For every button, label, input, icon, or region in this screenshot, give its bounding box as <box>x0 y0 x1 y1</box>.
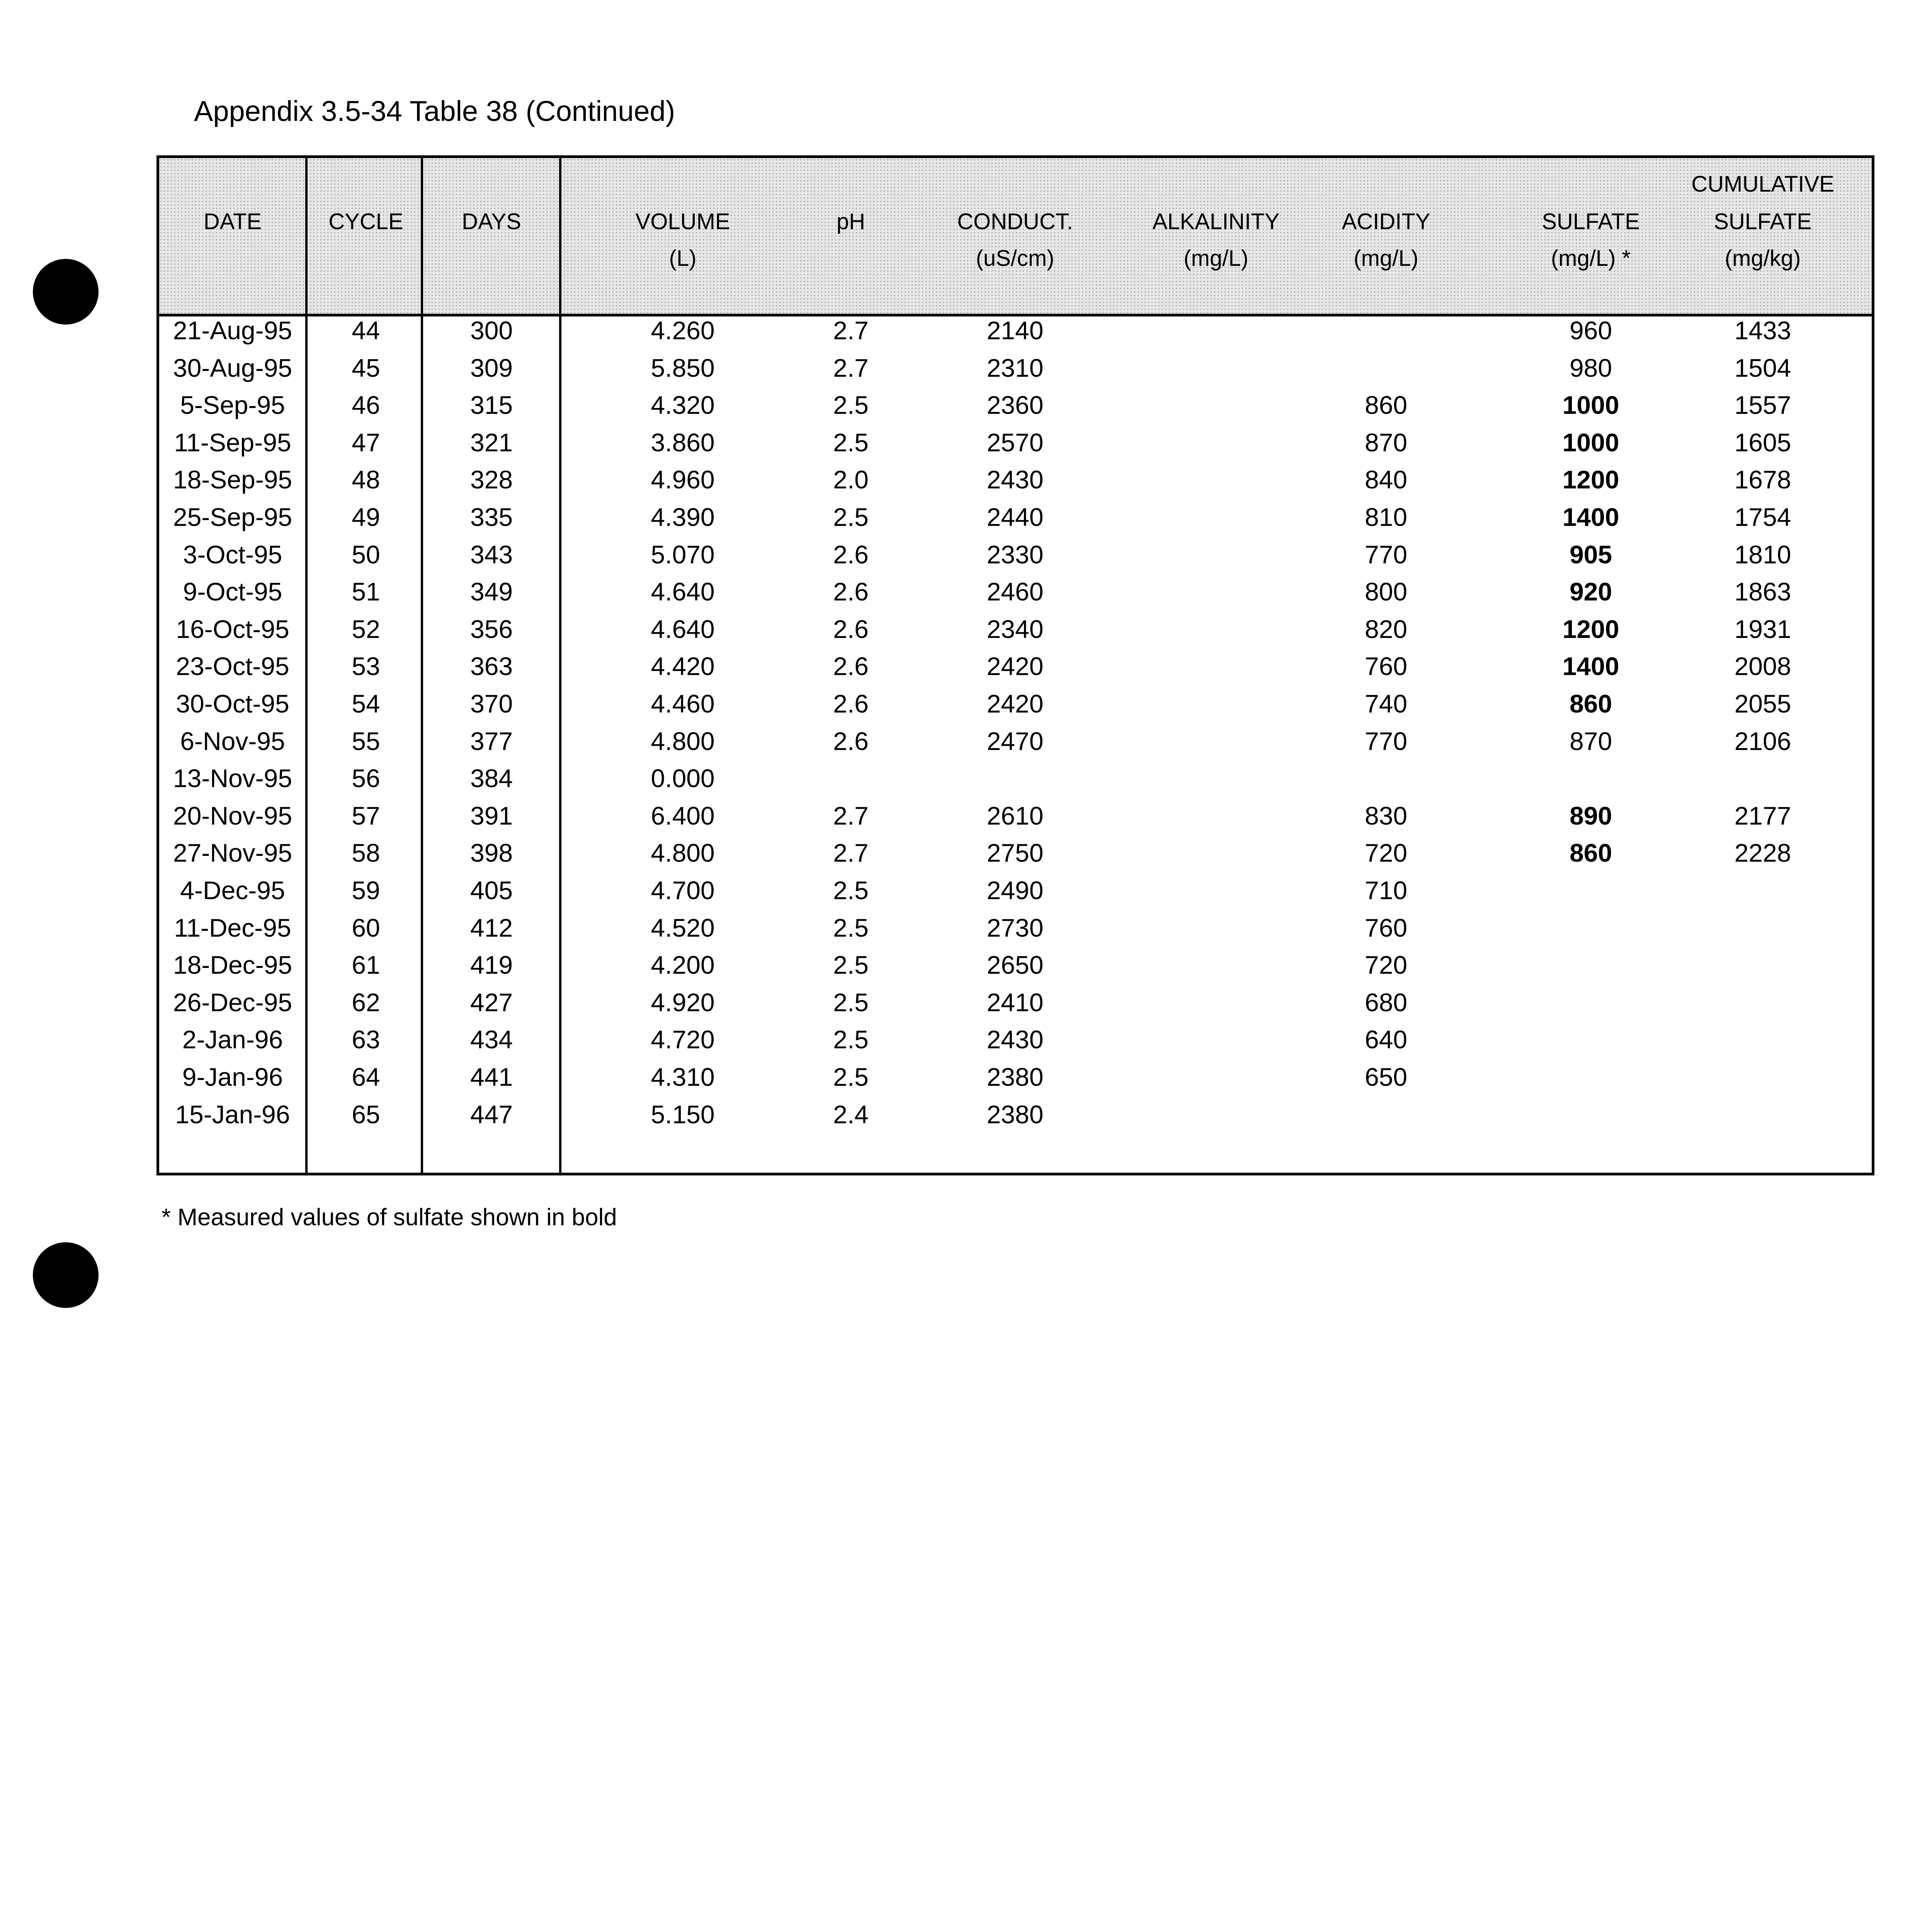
cell-ph: 2.6 <box>833 614 869 643</box>
cell-cycle: 58 <box>352 838 380 867</box>
cell-cumulative: 1754 <box>1734 503 1791 531</box>
cell-sulfate: 1200 <box>1562 465 1619 494</box>
cell-sulfate: 905 <box>1569 540 1612 569</box>
cell-days: 300 <box>470 316 513 345</box>
cell-days: 349 <box>470 577 513 606</box>
cell-cumulative: 1931 <box>1734 614 1791 643</box>
header-acidity-unit: (mg/L) <box>1354 246 1418 271</box>
column-divider <box>305 158 308 1173</box>
cell-conduct: 2380 <box>986 1100 1044 1129</box>
cell-volume: 4.920 <box>651 988 715 1017</box>
cell-sulfate: 1400 <box>1562 652 1619 681</box>
cell-ph: 2.4 <box>833 1100 869 1129</box>
cell-conduct: 2330 <box>986 540 1044 569</box>
cell-acidity: 720 <box>1364 838 1408 867</box>
cell-cycle: 60 <box>352 913 380 942</box>
cell-conduct: 2440 <box>986 503 1044 531</box>
cell-volume: 4.460 <box>651 689 715 718</box>
cell-date: 27-Nov-95 <box>173 838 293 867</box>
header-alkalinity-unit: (mg/L) <box>1184 246 1248 271</box>
cell-acidity: 720 <box>1364 951 1408 980</box>
cell-volume: 5.070 <box>651 540 715 569</box>
cell-date: 9-Oct-95 <box>183 577 282 606</box>
header-ph: pH <box>836 209 866 234</box>
header-cumulative-sulfate: SULFATE <box>1714 209 1812 234</box>
cell-sulfate: 1000 <box>1562 391 1619 420</box>
cell-conduct: 2430 <box>986 1025 1044 1054</box>
cell-date: 13-Nov-95 <box>173 764 293 793</box>
cell-volume: 4.640 <box>651 577 715 606</box>
cell-days: 391 <box>470 801 513 830</box>
cell-cycle: 44 <box>352 316 380 345</box>
cell-ph: 2.7 <box>833 838 869 867</box>
cell-volume: 0.000 <box>651 764 715 793</box>
cell-sulfate: 860 <box>1569 689 1612 718</box>
cell-volume: 4.310 <box>651 1063 715 1091</box>
table-header <box>159 158 1872 316</box>
cell-acidity: 650 <box>1364 1063 1408 1091</box>
cell-date: 5-Sep-95 <box>180 391 285 420</box>
cell-volume: 4.960 <box>651 465 715 494</box>
cell-sulfate: 860 <box>1569 838 1612 867</box>
cell-cycle: 63 <box>352 1025 380 1054</box>
cell-days: 377 <box>470 726 513 755</box>
cell-volume: 4.390 <box>651 503 715 531</box>
cell-cycle: 46 <box>352 391 380 420</box>
cell-acidity: 770 <box>1364 726 1408 755</box>
cell-sulfate: 870 <box>1569 726 1612 755</box>
header-cycle: CYCLE <box>328 209 403 234</box>
cell-cycle: 48 <box>352 465 380 494</box>
header-cumulative-unit: (mg/kg) <box>1725 246 1801 271</box>
cell-volume: 4.200 <box>651 951 715 980</box>
cell-sulfate: 1400 <box>1562 503 1619 531</box>
cell-cycle: 65 <box>352 1100 380 1129</box>
cell-ph: 2.5 <box>833 951 869 980</box>
header-conduct: CONDUCT. <box>957 209 1073 234</box>
cell-cumulative: 1433 <box>1734 316 1791 345</box>
cell-cycle: 51 <box>352 577 380 606</box>
cell-conduct: 2730 <box>986 913 1044 942</box>
cell-cycle: 57 <box>352 801 380 830</box>
header-acidity: ACIDITY <box>1342 209 1430 234</box>
cell-acidity: 820 <box>1364 614 1408 643</box>
header-date: DATE <box>203 209 262 234</box>
cell-cumulative: 2055 <box>1734 689 1791 718</box>
cell-cycle: 64 <box>352 1063 380 1091</box>
cell-cumulative: 2106 <box>1734 726 1791 755</box>
cell-conduct: 2340 <box>986 614 1044 643</box>
cell-volume: 5.850 <box>651 353 715 382</box>
cell-date: 26-Dec-95 <box>173 988 293 1017</box>
cell-date: 11-Sep-95 <box>174 428 291 457</box>
cell-days: 343 <box>470 540 513 569</box>
cell-ph: 2.6 <box>833 540 869 569</box>
cell-days: 412 <box>470 913 513 942</box>
cell-conduct: 2420 <box>986 689 1044 718</box>
cell-days: 328 <box>470 465 513 494</box>
cell-ph: 2.0 <box>833 465 869 494</box>
cell-days: 363 <box>470 652 513 681</box>
cell-date: 18-Dec-95 <box>173 951 293 980</box>
cell-acidity: 770 <box>1364 540 1408 569</box>
cell-days: 398 <box>470 838 513 867</box>
column-divider <box>421 158 423 1173</box>
cell-days: 356 <box>470 614 513 643</box>
cell-ph: 2.5 <box>833 428 869 457</box>
header-volume-unit: (L) <box>669 246 697 271</box>
cell-acidity: 710 <box>1364 876 1408 905</box>
cell-days: 434 <box>470 1025 513 1054</box>
cell-cumulative: 2177 <box>1734 801 1791 830</box>
cell-cumulative: 1557 <box>1734 391 1791 420</box>
cell-acidity: 870 <box>1364 428 1408 457</box>
data-table <box>156 155 1874 1175</box>
cell-sulfate: 890 <box>1569 801 1612 830</box>
cell-sulfate: 960 <box>1569 316 1612 345</box>
cell-cycle: 45 <box>352 353 380 382</box>
cell-cumulative: 2008 <box>1734 652 1791 681</box>
cell-conduct: 2750 <box>986 838 1044 867</box>
cell-ph: 2.5 <box>833 503 869 531</box>
cell-date: 3-Oct-95 <box>183 540 282 569</box>
cell-volume: 5.150 <box>651 1100 715 1129</box>
cell-ph: 2.6 <box>833 577 869 606</box>
cell-acidity: 800 <box>1364 577 1408 606</box>
cell-conduct: 2420 <box>986 652 1044 681</box>
cell-ph: 2.7 <box>833 801 869 830</box>
cell-conduct: 2470 <box>986 726 1044 755</box>
cell-ph: 2.5 <box>833 876 869 905</box>
cell-volume: 3.860 <box>651 428 715 457</box>
cell-cumulative: 1678 <box>1734 465 1791 494</box>
cell-acidity: 830 <box>1364 801 1408 830</box>
cell-acidity: 640 <box>1364 1025 1408 1054</box>
page-title: Appendix 3.5-34 Table 38 (Continued) <box>194 95 675 127</box>
cell-cycle: 54 <box>352 689 380 718</box>
cell-days: 315 <box>470 391 513 420</box>
cell-cycle: 59 <box>352 876 380 905</box>
cell-cumulative: 1504 <box>1734 353 1791 382</box>
cell-acidity: 760 <box>1364 652 1408 681</box>
cell-ph: 2.5 <box>833 1025 869 1054</box>
cell-date: 30-Oct-95 <box>176 689 289 718</box>
cell-sulfate: 1200 <box>1562 614 1619 643</box>
cell-cumulative: 1863 <box>1734 577 1791 606</box>
cell-days: 405 <box>470 876 513 905</box>
cell-cycle: 49 <box>352 503 380 531</box>
cell-cycle: 61 <box>352 951 380 980</box>
header-conduct-unit: (uS/cm) <box>976 246 1054 271</box>
cell-days: 309 <box>470 353 513 382</box>
punch-hole <box>33 1242 99 1308</box>
cell-date: 9-Jan-96 <box>182 1063 283 1091</box>
cell-sulfate: 980 <box>1569 353 1612 382</box>
cell-days: 321 <box>470 428 513 457</box>
header-volume: VOLUME <box>635 209 730 234</box>
cell-sulfate: 1000 <box>1562 428 1619 457</box>
cell-date: 16-Oct-95 <box>176 614 289 643</box>
cell-ph: 2.5 <box>833 988 869 1017</box>
cell-date: 2-Jan-96 <box>182 1025 283 1054</box>
cell-ph: 2.7 <box>833 316 869 345</box>
cell-volume: 4.640 <box>651 614 715 643</box>
cell-cumulative: 1605 <box>1734 428 1791 457</box>
cell-ph: 2.5 <box>833 1063 869 1091</box>
cell-acidity: 840 <box>1364 465 1408 494</box>
cell-days: 419 <box>470 951 513 980</box>
footnote: * Measured values of sulfate shown in bold <box>162 1204 617 1231</box>
cell-cumulative: 1810 <box>1734 540 1791 569</box>
cell-days: 335 <box>470 503 513 531</box>
cell-date: 15-Jan-96 <box>175 1100 290 1129</box>
header-alkalinity: ALKALINITY <box>1152 209 1280 234</box>
cell-cycle: 50 <box>352 540 380 569</box>
cell-date: 21-Aug-95 <box>173 316 293 345</box>
cell-ph: 2.6 <box>833 689 869 718</box>
cell-ph: 2.6 <box>833 652 869 681</box>
cell-cycle: 53 <box>352 652 380 681</box>
cell-cycle: 47 <box>352 428 380 457</box>
cell-volume: 6.400 <box>651 801 715 830</box>
cell-conduct: 2650 <box>986 951 1044 980</box>
cell-days: 384 <box>470 764 513 793</box>
header-cumulative: CUMULATIVE <box>1691 172 1834 197</box>
cell-conduct: 2310 <box>986 353 1044 382</box>
cell-date: 6-Nov-95 <box>180 726 285 755</box>
cell-cycle: 56 <box>352 764 380 793</box>
cell-days: 441 <box>470 1063 513 1091</box>
cell-acidity: 740 <box>1364 689 1408 718</box>
cell-acidity: 760 <box>1364 913 1408 942</box>
cell-volume: 4.520 <box>651 913 715 942</box>
cell-volume: 4.320 <box>651 391 715 420</box>
cell-volume: 4.800 <box>651 838 715 867</box>
cell-ph: 2.7 <box>833 353 869 382</box>
cell-ph: 2.5 <box>833 391 869 420</box>
cell-volume: 4.720 <box>651 1025 715 1054</box>
column-divider <box>559 158 561 1173</box>
punch-hole <box>33 259 99 325</box>
cell-date: 23-Oct-95 <box>176 652 289 681</box>
cell-date: 30-Aug-95 <box>173 353 293 382</box>
cell-conduct: 2570 <box>986 428 1044 457</box>
cell-days: 370 <box>470 689 513 718</box>
cell-ph: 2.5 <box>833 913 869 942</box>
header-sulfate: SULFATE <box>1542 209 1640 234</box>
cell-conduct: 2460 <box>986 577 1044 606</box>
cell-volume: 4.420 <box>651 652 715 681</box>
cell-date: 11-Dec-95 <box>174 913 291 942</box>
cell-volume: 4.260 <box>651 316 715 345</box>
cell-date: 20-Nov-95 <box>173 801 293 830</box>
cell-ph: 2.6 <box>833 726 869 755</box>
cell-cumulative: 2228 <box>1734 838 1791 867</box>
cell-sulfate: 920 <box>1569 577 1612 606</box>
cell-volume: 4.800 <box>651 726 715 755</box>
cell-acidity: 680 <box>1364 988 1408 1017</box>
cell-conduct: 2140 <box>986 316 1044 345</box>
cell-conduct: 2430 <box>986 465 1044 494</box>
cell-acidity: 860 <box>1364 391 1408 420</box>
cell-conduct: 2610 <box>986 801 1044 830</box>
cell-conduct: 2380 <box>986 1063 1044 1091</box>
cell-cycle: 55 <box>352 726 380 755</box>
header-days: DAYS <box>462 209 521 234</box>
cell-conduct: 2360 <box>986 391 1044 420</box>
cell-days: 427 <box>470 988 513 1017</box>
cell-days: 447 <box>470 1100 513 1129</box>
cell-date: 4-Dec-95 <box>180 876 285 905</box>
cell-cycle: 62 <box>352 988 380 1017</box>
cell-conduct: 2490 <box>986 876 1044 905</box>
cell-volume: 4.700 <box>651 876 715 905</box>
cell-conduct: 2410 <box>986 988 1044 1017</box>
cell-acidity: 810 <box>1364 503 1408 531</box>
cell-cycle: 52 <box>352 614 380 643</box>
cell-date: 18-Sep-95 <box>173 465 293 494</box>
cell-date: 25-Sep-95 <box>173 503 293 531</box>
header-sulfate-unit: (mg/L) * <box>1551 246 1631 271</box>
